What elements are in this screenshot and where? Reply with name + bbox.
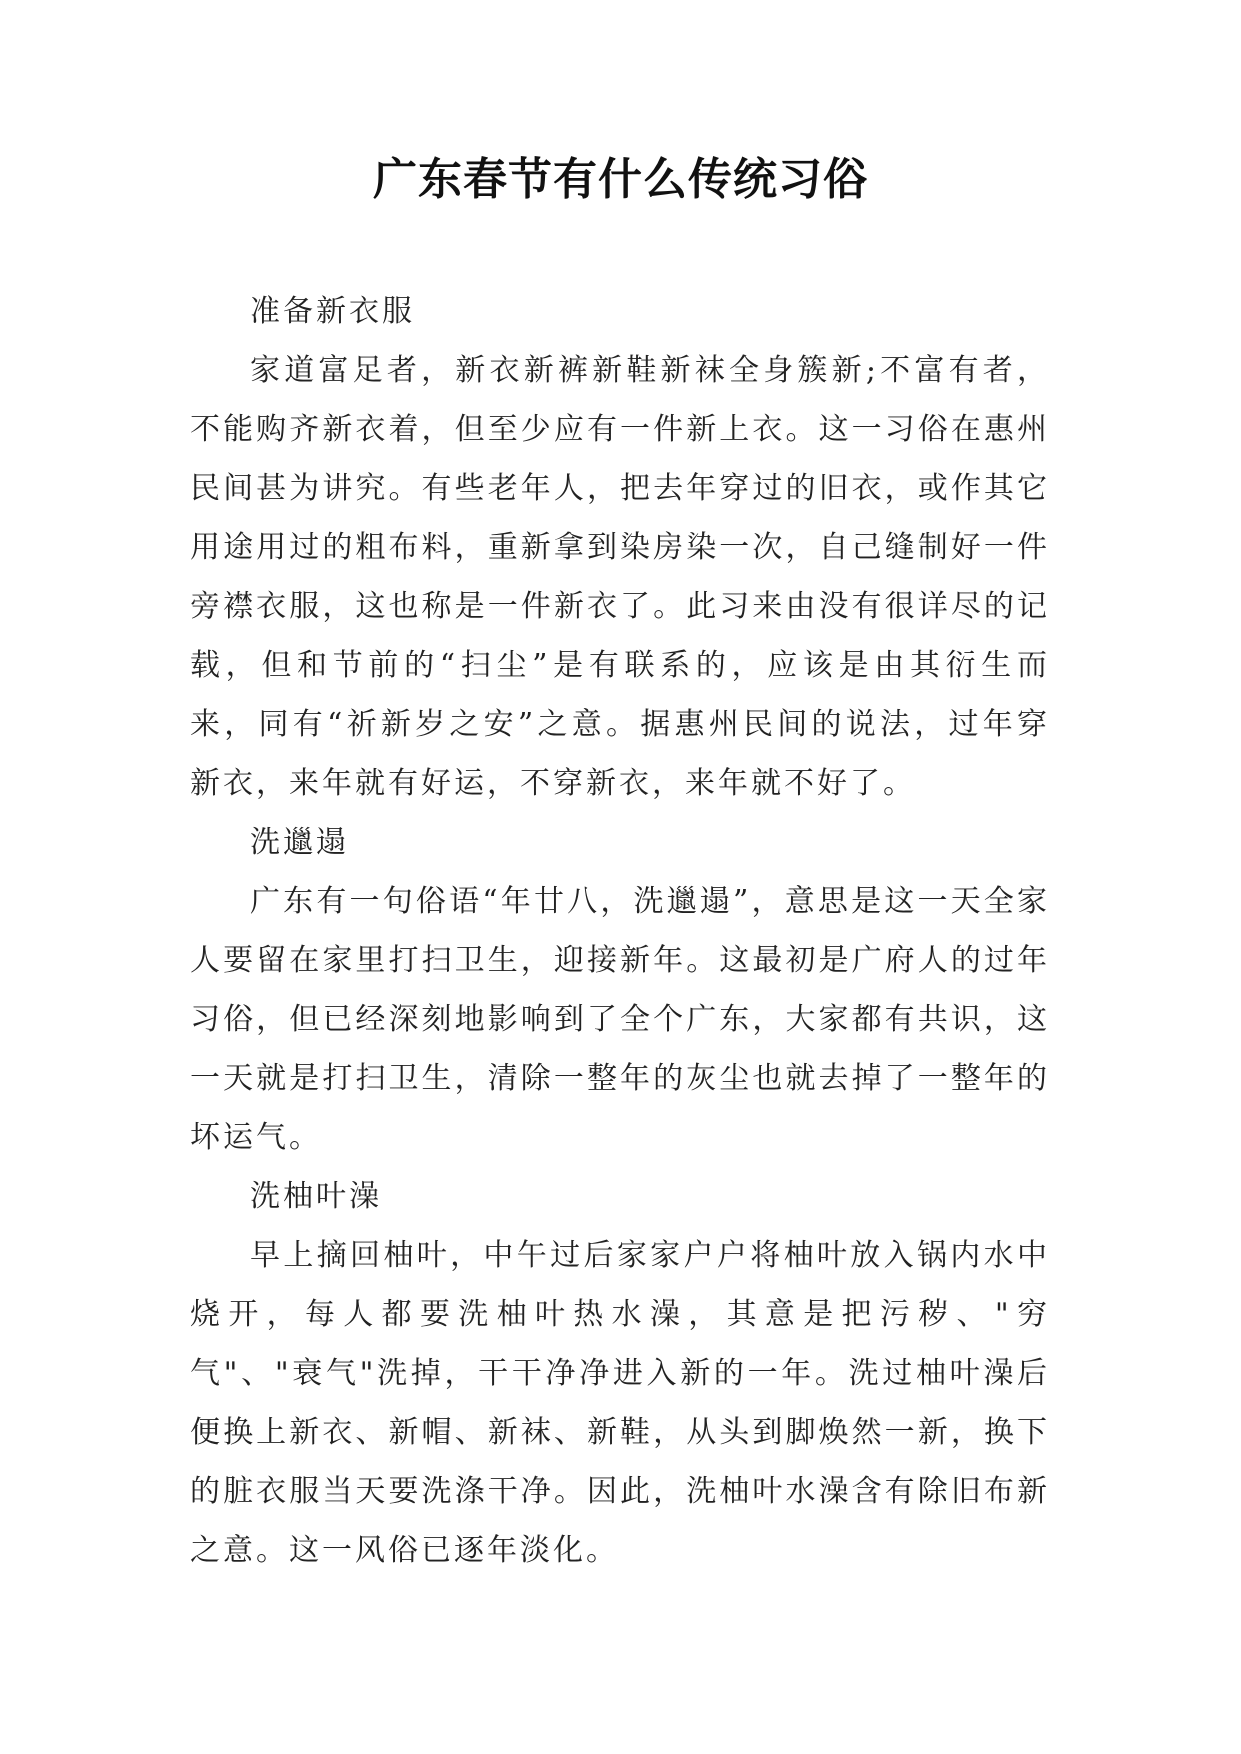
- section-heading-pomelo-bath: 洗柚叶澡: [250, 1179, 382, 1214]
- document-body: [190, 282, 1050, 1580]
- section-heading-new-clothes: 准备新衣服: [250, 294, 415, 329]
- section-body-new-clothes: 家道富足者，新衣新裤新鞋新袜全身簇新;不富有者，不能购齐新衣着，但至少应有一件新上衣。这一习俗在惠州民间甚为讲究。有些老年人，把去年穿过的旧衣，或作其它用途用过的粗布料，重新拿到染房染一次，自己缝制好一件旁襟衣服，这也称是一件新衣了。此习来由没有很详尽的记载，但和节前的“扫尘”是有联系的，应该是由其衍生而来，同有“祈新岁之安”之意。据惠州民间的说法，过年穿新衣，来年就有好运，不穿新衣，来年就不好了。: [190, 353, 1050, 801]
- section-body-pomelo-bath: 早上摘回柚叶，中午过后家家户户将柚叶放入锅内水中烧开，每人都要洗柚叶热水澡，其意是把污秽、"穷气"、"衰气"洗掉，干干净净进入新的一年。洗过柚叶澡后便换上新衣、新帽、新袜、新鞋，从头到脚焕然一新，换下的脏衣服当天要洗涤干净。因此，洗柚叶水澡含有除旧布新之意。这一风俗已逐年淡化。: [190, 1238, 1050, 1568]
- section-heading-cleaning: 洗邋遢: [250, 825, 349, 860]
- document-title: 广东春节有什么传统习俗: [373, 154, 868, 205]
- section-body-cleaning: 广东有一句俗语“年廿八，洗邋遢”，意思是这一天全家人要留在家里打扫卫生，迎接新年。这最初是广府人的过年习俗，但已经深刻地影响到了全个广东，大家都有共识，这一天就是打扫卫生，清除一整年的灰尘也就去掉了一整年的坏运气。: [190, 884, 1050, 1155]
